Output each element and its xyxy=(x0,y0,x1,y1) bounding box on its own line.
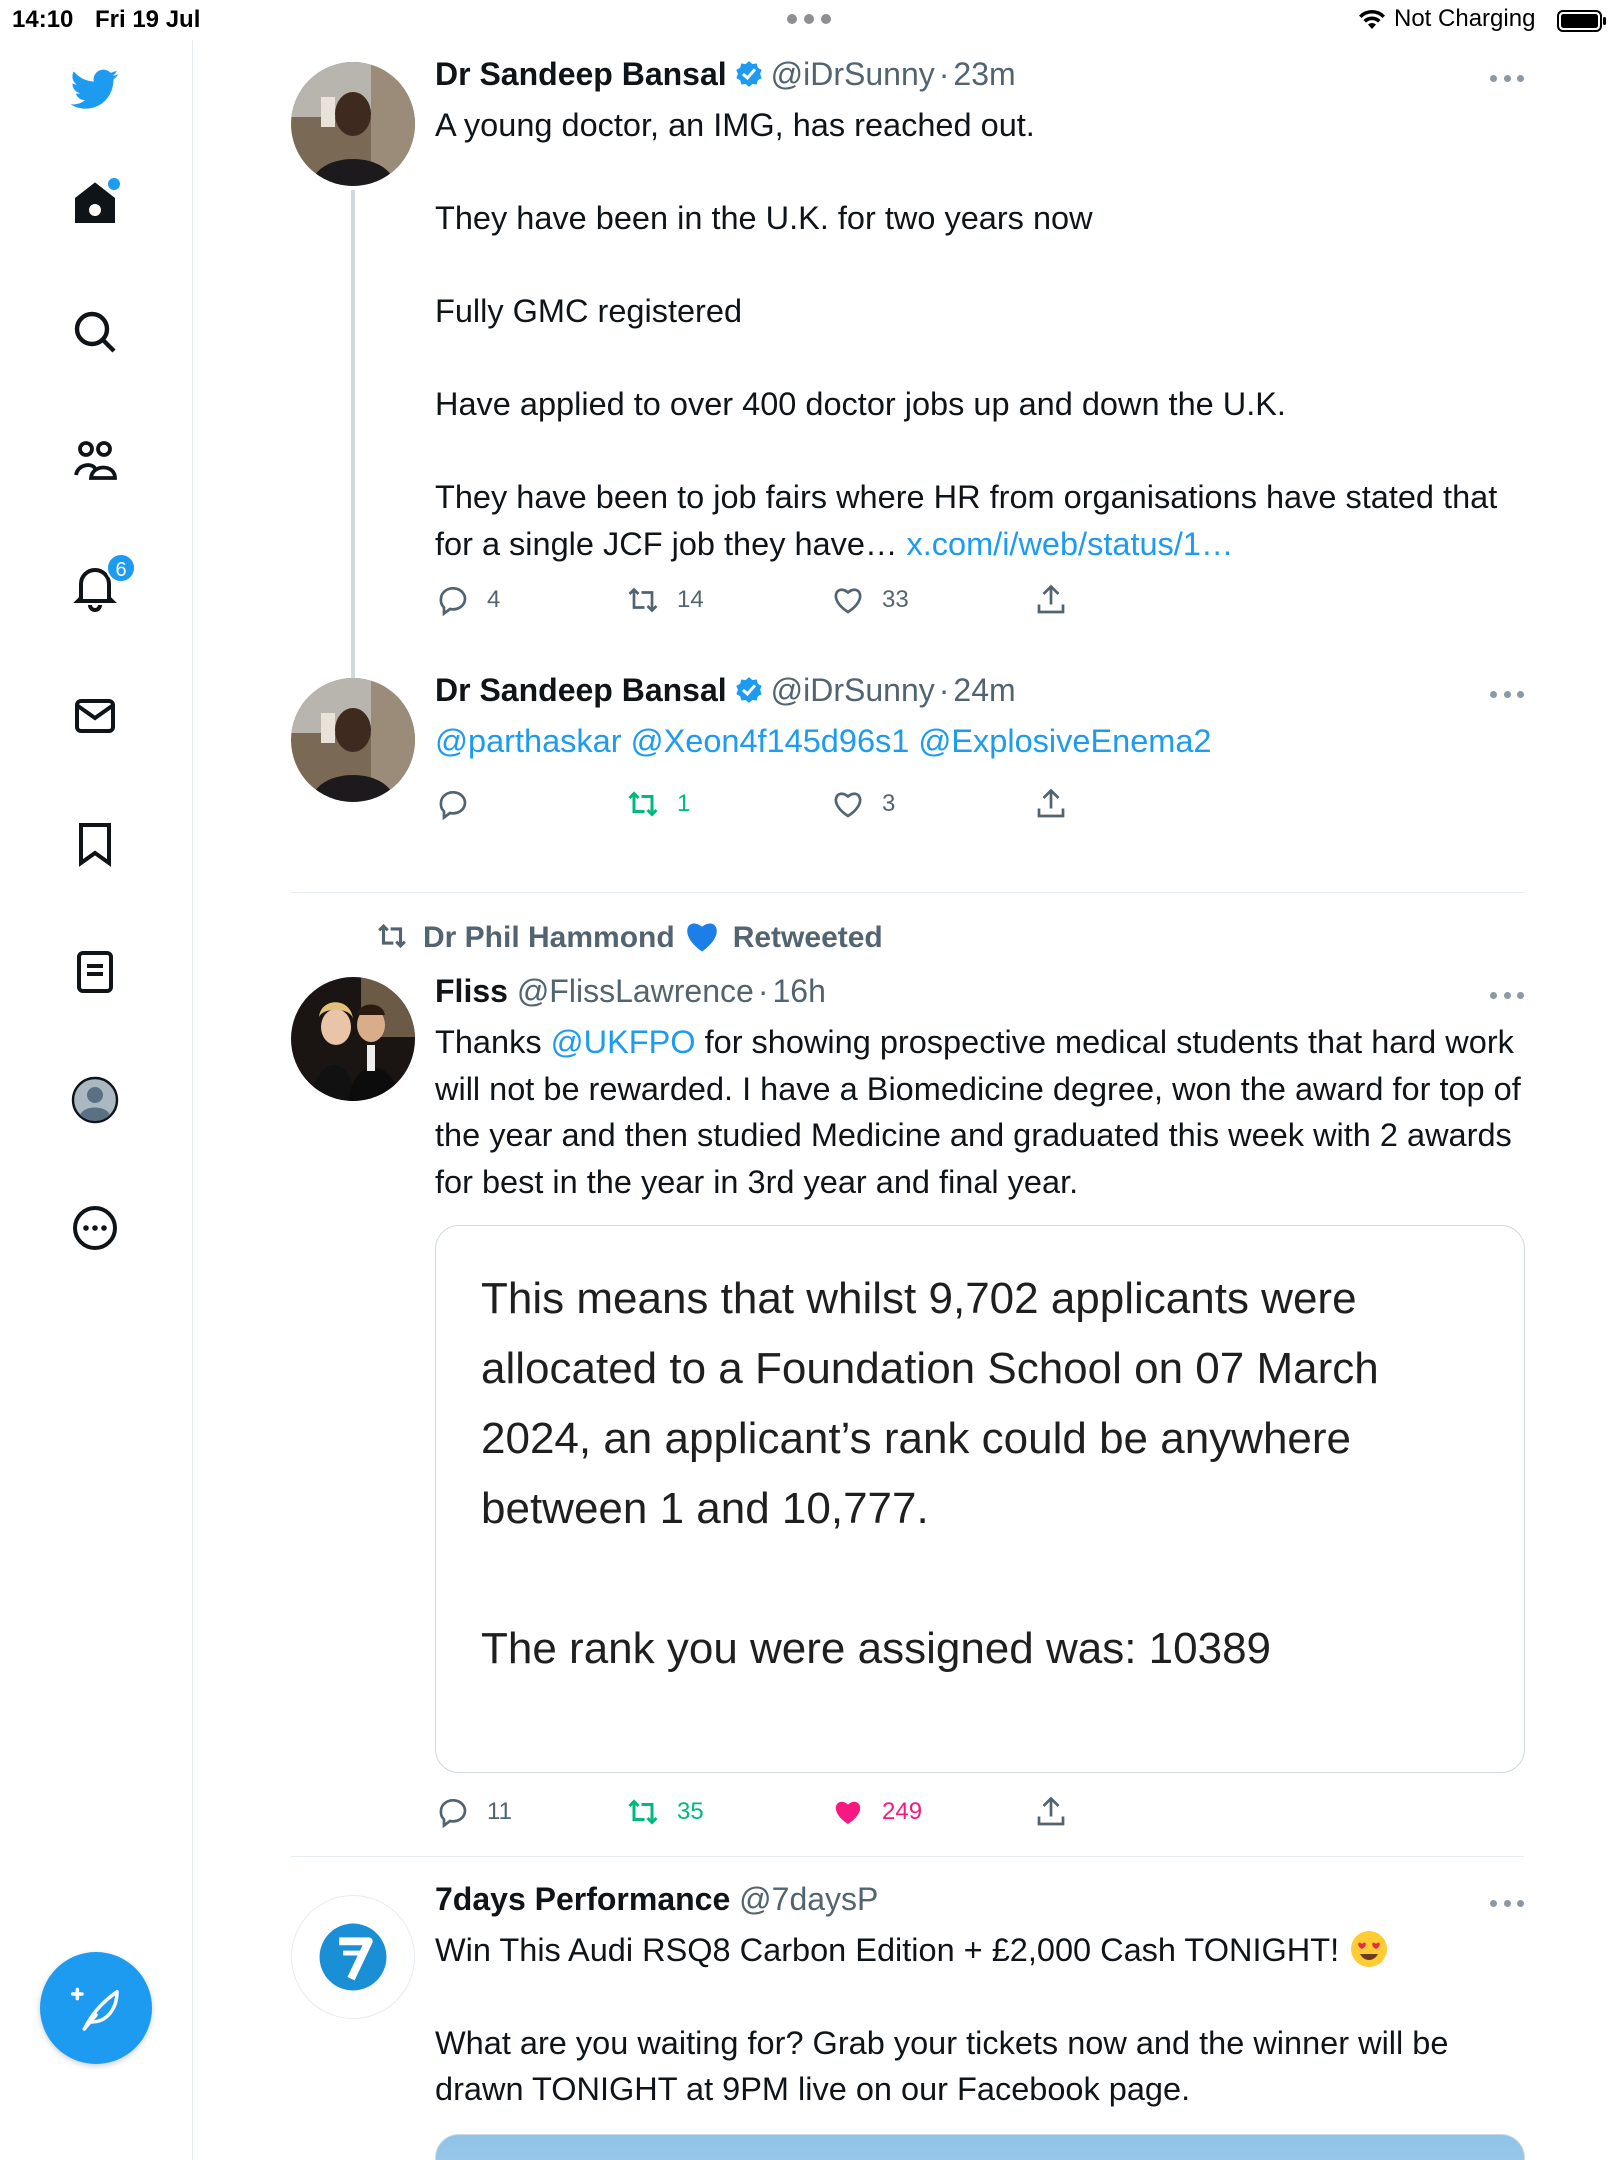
retweet-count: 14 xyxy=(677,586,704,613)
thread-line xyxy=(351,190,355,680)
home-icon[interactable] xyxy=(68,176,122,230)
tweet-header xyxy=(435,672,1016,709)
twitter-logo-icon[interactable] xyxy=(68,62,122,116)
tweet-header xyxy=(435,973,826,1010)
retweet-icon xyxy=(373,919,411,953)
communities-icon[interactable] xyxy=(68,433,122,487)
author-name[interactable]: Dr Sandeep Bansal xyxy=(435,56,727,92)
tweet-body-start: Thanks xyxy=(435,1024,551,1060)
share-icon xyxy=(1033,582,1069,618)
blue-heart-emoji-icon xyxy=(683,919,721,953)
tweet-header xyxy=(435,56,1016,93)
retweeter-name: Dr Phil Hammond xyxy=(423,921,675,954)
reply-icon xyxy=(435,786,471,822)
tweet-text xyxy=(435,718,1525,765)
reply-count: 11 xyxy=(487,1798,512,1825)
charging-status: Not Charging xyxy=(1394,5,1536,32)
wifi-icon xyxy=(1357,6,1387,32)
mentions-link[interactable]: @parthaskar @Xeon4f145d96s1 @ExplosiveEnema2 xyxy=(435,723,1212,759)
lists-icon[interactable] xyxy=(68,945,122,999)
share-button[interactable] xyxy=(1033,1792,1085,1832)
reply-button[interactable] xyxy=(435,580,500,620)
home-unread-dot xyxy=(108,178,120,190)
bell-icon[interactable] xyxy=(68,559,127,615)
heart-eyes-emoji-icon xyxy=(1349,1929,1389,1969)
status-date: Fri 19 Jul xyxy=(95,6,201,33)
like-button[interactable] xyxy=(830,1792,922,1832)
like-button[interactable] xyxy=(830,784,895,824)
avatar[interactable] xyxy=(291,678,415,802)
retweeted-by[interactable] xyxy=(373,919,883,955)
more-icon[interactable] xyxy=(68,1201,122,1255)
tweet-image-card[interactable] xyxy=(435,1225,1525,1773)
avatar[interactable] xyxy=(291,977,415,1101)
tweet-time[interactable]: 16h xyxy=(772,973,826,1009)
retweet-button[interactable] xyxy=(625,784,690,824)
tweet[interactable] xyxy=(193,1857,1620,2160)
author-name[interactable]: Fliss xyxy=(435,973,508,1009)
tweet-body-rest: for showing prospective medical students that hard work will not be rewarded. I have a Biomedicine degree, won the award for top of the year and then studied Medicine and graduated this week with 2 awards for best in the year in 3rd year and final year. xyxy=(435,1024,1521,1200)
separator: · xyxy=(938,672,950,708)
mention-link[interactable]: @UKFPO xyxy=(550,1024,696,1060)
like-button[interactable] xyxy=(830,580,909,620)
tweet-body-rest: What are you waiting for? Grab your tickets now and the winner will be drawn TONIGHT at 9PM live on our Facebook page. xyxy=(435,2024,1449,2107)
compose-feather-icon xyxy=(68,1980,124,2036)
status-time: 14:10 xyxy=(12,6,74,33)
sky-image xyxy=(436,2135,1525,2160)
author-handle[interactable]: @iDrSunny xyxy=(770,56,935,92)
tweet-text xyxy=(435,1927,1525,2113)
tweet[interactable] xyxy=(193,40,1620,660)
retweet-button[interactable] xyxy=(625,580,704,620)
reply-icon xyxy=(435,582,471,618)
tweet-image-card[interactable] xyxy=(435,2134,1525,2160)
retweeted-label: Retweeted xyxy=(732,921,883,954)
tweet-actions xyxy=(435,1792,1135,1832)
separator: · xyxy=(938,56,950,92)
reply-count: 4 xyxy=(487,586,501,613)
heart-filled-icon xyxy=(830,1794,866,1830)
bookmark-icon[interactable] xyxy=(68,817,122,871)
notification-badge: 6 xyxy=(106,553,136,583)
more-options-icon[interactable] xyxy=(1490,990,1524,1002)
tweet-actions xyxy=(435,784,1135,824)
retweet-count: 1 xyxy=(677,790,691,817)
tweet-time[interactable]: 24m xyxy=(953,672,1016,708)
share-button[interactable] xyxy=(1033,580,1085,620)
author-handle[interactable]: @FlissLawrence xyxy=(516,973,754,1009)
tweet-actions xyxy=(435,580,1135,620)
tweet-link[interactable]: x.com/i/web/status/1… xyxy=(906,525,1234,562)
more-options-icon[interactable] xyxy=(1490,73,1524,85)
avatar[interactable] xyxy=(291,1895,415,2019)
more-options-icon[interactable] xyxy=(1490,689,1524,701)
compose-tweet-button[interactable] xyxy=(40,1952,152,2064)
tweet[interactable] xyxy=(193,895,1620,1855)
retweet-count: 35 xyxy=(677,1798,704,1825)
tweet[interactable] xyxy=(193,660,1620,895)
share-icon xyxy=(1033,786,1069,822)
tweet-body: A young doctor, an IMG, has reached out. They have been in the U.K. for two years now Fully GMC registered Have applied to over 400 doctor jobs up and down the U.K. They have been to job fairs where HR from organisations have stated that for a single JCF job they have… xyxy=(435,107,1498,562)
author-name[interactable]: 7days Performance xyxy=(435,1881,731,1917)
mail-icon[interactable] xyxy=(68,689,122,743)
share-button[interactable] xyxy=(1033,784,1085,824)
profile-icon[interactable] xyxy=(68,1073,122,1127)
separator: · xyxy=(757,973,769,1009)
retweet-icon xyxy=(625,1794,661,1830)
author-handle[interactable]: @7daysP xyxy=(739,1881,879,1917)
heart-icon xyxy=(830,786,866,822)
battery-icon xyxy=(1557,9,1607,33)
multitasking-dots[interactable] xyxy=(787,14,833,24)
tweet-divider xyxy=(291,892,1524,893)
search-icon[interactable] xyxy=(68,305,122,359)
reply-button[interactable] xyxy=(435,1792,512,1832)
tweet-time[interactable]: 23m xyxy=(953,56,1016,92)
tweet-header xyxy=(435,1881,878,1918)
tweet-text xyxy=(435,102,1525,567)
timeline xyxy=(193,40,1620,2160)
more-options-icon[interactable] xyxy=(1490,1898,1524,1910)
retweet-icon xyxy=(625,786,661,822)
status-bar xyxy=(0,0,1620,40)
share-icon xyxy=(1033,1794,1069,1830)
sidebar xyxy=(0,40,193,2160)
reply-button[interactable] xyxy=(435,784,487,824)
card-image-text: This means that whilst 9,702 applicants were allocated to a Foundation School on 07 March 2024, an applicant’s rank could be anywhere between 1 and 10,777. The rank you were assigned was: 10389 xyxy=(481,1274,1379,1673)
tweet-body-start: Win This Audi RSQ8 Carbon Edition + £2,000 Cash TONIGHT! xyxy=(435,1932,1340,1968)
heart-icon xyxy=(830,582,866,618)
author-name[interactable]: Dr Sandeep Bansal xyxy=(435,672,727,708)
like-count: 3 xyxy=(882,790,896,817)
tweet-text xyxy=(435,1019,1525,1205)
like-count: 33 xyxy=(882,586,909,613)
verified-badge-icon xyxy=(733,674,765,706)
reply-icon xyxy=(435,1794,471,1830)
retweet-icon xyxy=(625,582,661,618)
avatar[interactable] xyxy=(291,62,415,186)
like-count: 249 xyxy=(882,1798,923,1825)
retweet-button[interactable] xyxy=(625,1792,704,1832)
author-handle[interactable]: @iDrSunny xyxy=(770,672,935,708)
verified-badge-icon xyxy=(733,58,765,90)
